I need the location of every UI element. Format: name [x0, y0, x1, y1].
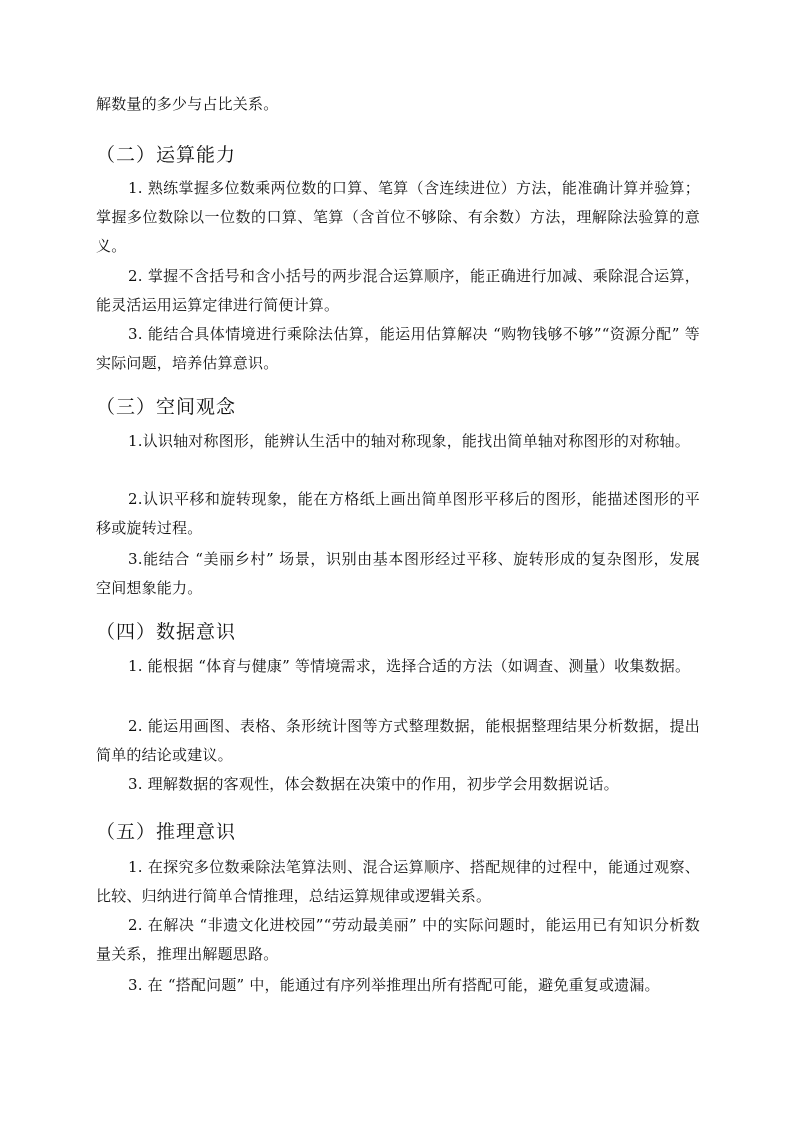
data-item-1: 1. 能根据 “体育与健康” 等情境需求，选择合适的方法（如调查、测量）收集数据。 [128, 657, 691, 675]
computation-item-2: 2. 掌握不含括号和含小括号的两步混合运算顺序，能正确进行加减、乘除混合运算，能灵活运用运算定律进行简便计算。 [96, 267, 700, 314]
section-heading-computation: （二）运算能力 [96, 144, 237, 166]
computation-item-2-block [96, 262, 700, 320]
data-item-2-block [96, 712, 700, 770]
reasoning-item-1-block [96, 853, 700, 911]
computation-item-1: 1. 熟练掌握多位数乘两位数的口算、笔算（含连续进位）方法，能准确计算并验算；掌握多位数除以一位数的口算、笔算（含首位不够除、有余数）方法，理解除法验算的意义。 [96, 179, 700, 255]
section-heading-spatial: （三）空间观念 [96, 396, 237, 418]
data-item-3-block [96, 770, 700, 799]
computation-item-3: 3. 能结合具体情境进行乘除法估算，能运用估算解决 “购物钱够不够”“资源分配” 等实际问题，培养估算意识。 [96, 325, 700, 372]
reasoning-item-2: 2. 在解决 “非遗文化进校园”“劳动最美丽” 中的实际问题时，能运用已有知识分析数量关系，推理出解题思路。 [96, 916, 700, 963]
reasoning-item-1: 1. 在探究多位数乘除法笔算法则、混合运算顺序、搭配规律的过程中，能通过观察、比较、归纳进行简单合情推理，总结运算规律或逻辑关系。 [96, 858, 700, 905]
data-item-3: 3. 理解数据的客观性，体会数据在决策中的作用，初步学会用数据说话。 [128, 775, 619, 793]
section-computation-items [96, 174, 700, 261]
data-item-1-block [96, 652, 700, 681]
spatial-item-2: 2.认识平移和旋转现象，能在方格纸上画出简单图形平移后的图形，能描述图形的平移或旋转过程。 [96, 490, 700, 537]
data-item-2: 2. 能运用画图、表格、条形统计图等方式整理数据，能根据整理结果分析数据，提出简单的结论或建议。 [96, 717, 700, 764]
spatial-item-3: 3.能结合 “美丽乡村” 场景，识别由基本图形经过平移、旋转形成的复杂图形，发展空间想象能力。 [96, 550, 700, 597]
spatial-item-2-block [96, 485, 700, 543]
reasoning-item-3-block [96, 971, 700, 1000]
reasoning-item-2-block [96, 911, 700, 969]
section-computation [96, 141, 700, 169]
section-spatial [96, 393, 700, 421]
section-data [96, 618, 700, 646]
reasoning-item-3: 3. 在 “搭配问题” 中，能通过有序列举推理出所有搭配可能，避免重复或遗漏。 [128, 976, 660, 994]
spatial-item-1: 1.认识轴对称图形，能辨认生活中的轴对称现象，能找出简单轴对称图形的对称轴。 [128, 432, 690, 450]
intro-paragraph-tail: 解数量的多少与占比关系。 [96, 95, 279, 113]
intro-paragraph-block [96, 90, 700, 119]
spatial-item-1-block [96, 427, 700, 456]
spatial-item-3-block [96, 545, 700, 603]
section-heading-reasoning: （五）推理意识 [96, 821, 237, 843]
computation-item-3-block [96, 320, 700, 378]
section-heading-data: （四）数据意识 [96, 621, 237, 643]
section-reasoning [96, 818, 700, 846]
